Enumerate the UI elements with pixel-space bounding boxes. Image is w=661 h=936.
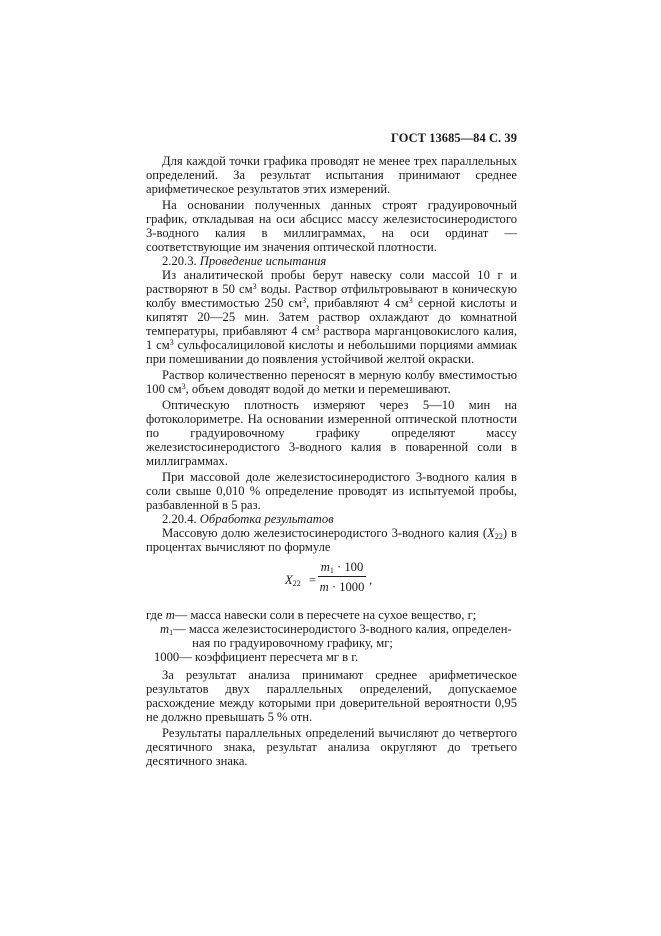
paragraph-calibration-graph: На основании полученных данных строят градуировочный график, откладывая на оси абсцисс массу железистосинеродистого 3-водного калия в миллиграммах, на оси ординат — соответствующие им значения оптической плотности. (146, 198, 517, 254)
section-title: Проведение испытания (199, 254, 327, 268)
variable: m (319, 580, 329, 594)
text-fragment: · 100 (333, 560, 364, 574)
definition-symbol (160, 622, 173, 650)
definition-text: — масса навески соли в пересчете на сухое вещество, г; (174, 608, 477, 622)
superscript: 3 (169, 338, 174, 347)
definition-text (173, 622, 517, 650)
variable: m (165, 608, 175, 622)
superscript: 3 (181, 382, 186, 391)
text-fragment: · 1000 (328, 580, 365, 594)
paragraph-mass-fraction (146, 526, 517, 554)
variable: m (320, 560, 330, 574)
paragraph-graph-points: Для каждой точки графика проводят не менее трех параллельных определений. За результат испытания принимают среднее арифметическое результатов этих измерений. (146, 154, 517, 196)
text-fragment: , объем доводят водой до метки и перемешивают. (185, 382, 451, 396)
numerator (318, 560, 366, 574)
paragraph-rounding: Результаты параллельных определений вычисляют до четвертого десятичного знака, результат анализа округляют до третьего десятичного знака. (146, 726, 517, 768)
definition-row (146, 608, 517, 622)
denominator (318, 580, 366, 594)
text-fragment: , прибавляют 4 см (306, 296, 409, 310)
section-number: 2.20.3. (162, 254, 197, 268)
subscript: 22 (292, 579, 301, 588)
definition-text: — коэффициент пересчета мг в г. (179, 650, 359, 664)
text-fragment: Раствор количественно переносят в мерную колбу вместимостью 100 см (146, 368, 517, 396)
paragraph-transfer (146, 368, 517, 396)
text-fragment: ная по градуировочному графику, мг; (192, 636, 393, 650)
text-fragment: раствора марганцовокислого калия, 1 см (146, 324, 517, 352)
text-fragment: где (146, 608, 166, 622)
text-fragment: Из аналитической пробы берут навеску соли массой 10 г и растворяют в 50 см (146, 268, 517, 296)
fraction (318, 560, 366, 594)
variable: X (487, 526, 495, 540)
superscript: 3 (252, 282, 257, 291)
section-heading-2-20-3 (146, 254, 517, 268)
definition-row (146, 622, 517, 650)
equals-sign: = (309, 573, 317, 587)
definition-symbol: 1000 (154, 650, 180, 664)
document-body (146, 154, 517, 768)
superscript: 3 (315, 324, 320, 333)
subscript: 1 (329, 566, 334, 575)
text-fragment: — масса железистосинеродистого 3-водного калия, определен- (173, 622, 512, 636)
variable: m (160, 622, 170, 636)
superscript: 3 (302, 296, 307, 305)
subscript: 22 (494, 532, 503, 541)
page-header: ГОСТ 13685—84 С. 39 (391, 131, 517, 145)
section-heading-2-20-4 (146, 512, 517, 526)
paragraph-dilution: При массовой доле железистосинеродистого 3-водного калия в соли свыше 0,010 % определение проводят из испытуемой пробы, разбавленной в 5 раз. (146, 470, 517, 512)
formula-comma: , (369, 573, 373, 587)
subscript: 1 (169, 628, 174, 637)
text-fragment: сульфосалициловой кислоты и небольшими порциями аммиак при помешивании до появления устойчивой желтой окраски. (146, 338, 517, 366)
text-fragment: Массовую долю железистосинеродистого 3-водного калия ( (162, 526, 488, 540)
superscript: 3 (408, 296, 413, 305)
variable-definitions (146, 608, 517, 664)
text-fragment: ) в процентах вычисляют по формуле (146, 526, 517, 554)
fraction-bar (318, 576, 366, 577)
paragraph-optical-density: Оптическую плотность измеряют через 5—10 мин на фотоколориметре. На основании измеренной оптической плотности по градуировочному графику определяют массу железистосинеродистого 3-водного калия в поваренной соли в миллиграммах. (146, 398, 517, 468)
definition-symbol (146, 608, 175, 622)
paragraph-analysis-result: За результат анализа принимают среднее арифметическое результатов двух параллельных определений, допускаемое расхождение между которыми при доверительной вероятности 0,95 не должно превышать 5 % отн. (146, 668, 517, 724)
section-title: Обработка результатов (199, 512, 334, 526)
definition-row (146, 650, 517, 664)
section-number: 2.20.4. (162, 512, 197, 526)
formula (146, 558, 517, 604)
formula-lhs (285, 573, 301, 588)
variable: X (285, 573, 293, 587)
paragraph-procedure (146, 268, 517, 366)
text-fragment: серной кислоты и кипятят 20—25 мин. Затем раствор охлаждают до комнатной температуры, прибавляют 4 см (146, 296, 518, 338)
text-fragment: воды. Раствор отфильтровывают в коническую колбу вместимостью 250 см (146, 282, 517, 310)
